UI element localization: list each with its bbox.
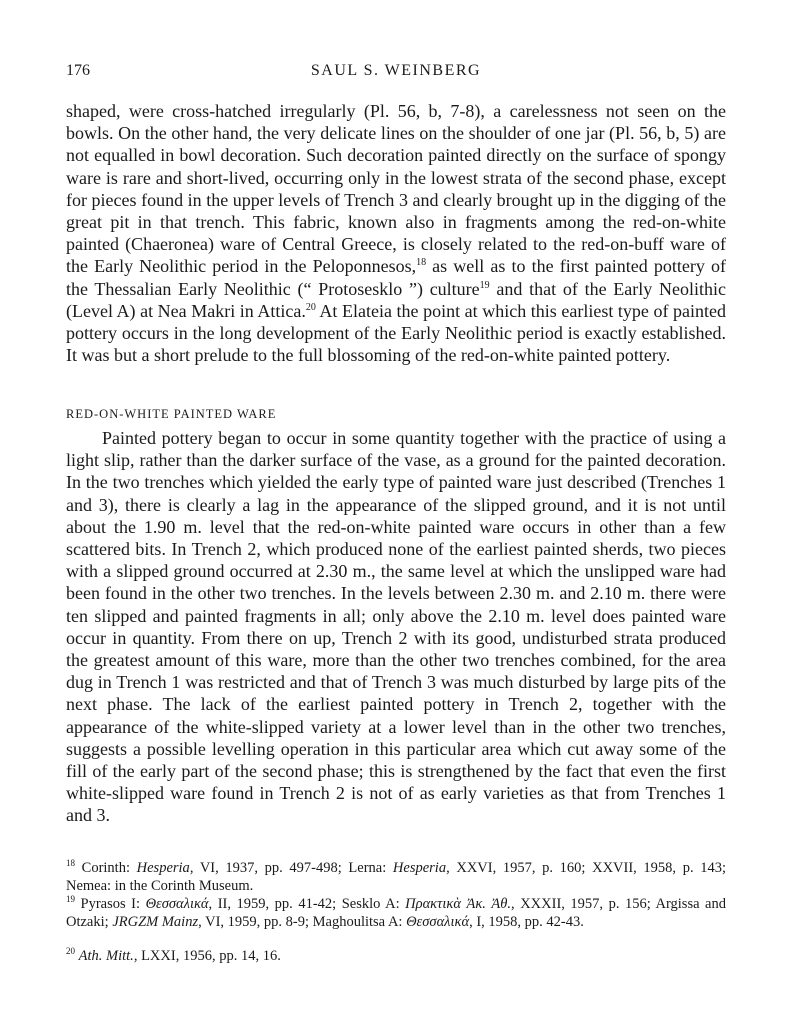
footnote-19-journal-1: Θεσσαλικά [145,896,209,912]
footnote-20 [66,948,726,966]
footnote-18-journal-1: Hesperia [136,860,190,876]
paragraph-1-text-c: and that of the Early Neolithic (Level A) at Nea Makri in Attica. [66,278,726,321]
footnote-ref-20: 20 [305,301,316,313]
paragraph-1-text-d: At Elateia the point at which this earliest type of painted pottery occurs in the long development of the Early Neolithic period is exactly established. It was but a short prelude to the full blossoming of the red-on-white painted pottery. [66,300,726,366]
page-header [66,62,726,84]
section-title: RED-ON-WHITE PAINTED WARE [66,407,277,421]
footnote-18-text-2: , VI, 1937, pp. 497-498; Lerna: [189,860,393,876]
footnote-18-number: 18 [66,858,75,869]
footnote-19-text-3: , XXXII, 1957, p. 156; Argissa and Otzaki; [66,896,726,930]
footnote-19-number: 19 [66,894,75,905]
footnote-19-text-2: , II, 1959, pp. 41-42; Sesklo A: [208,896,406,912]
paragraph-1-text-a: shaped, were cross-hatched irregularly (Pl. 56, b, 7-8), a carelessness not seen on the bowls. On the other hand, the very delicate lines on the shoulder of one jar (Pl. 56, b, 5) are not equalled in bowl decoration. Such decoration painted directly on the surface of spongy ware is rare and short-lived, occurring only in the lowest strata of the second phase, except for pieces found in the upper levels of Trench 3 and clearly brought up in the digging of the great pit in that trench. This fabric, known also in fragments among the red-on-white painted (Chaeronea) ware of Central Greece, is closely related to the red-on-buff ware of the Early Neolithic period in the Peloponnesos, [66,101,726,277]
footnote-20-journal-1: Ath. Mitt. [78,948,134,964]
footnote-19-journal-4: Θεσσαλικά [406,913,470,930]
running-head: SAUL S. WEINBERG [310,62,482,79]
footnote-19-text-5: , I, 1958, pp. 42-43. [469,913,584,930]
footnote-19-journal-2: Πρακτικὰ Ἀκ. Ἀθ. [405,896,512,912]
footnote-19 [66,896,726,931]
footnote-19-journal-3: JRGZM Mainz [112,913,199,930]
footnote-19-text-1: Pyrasos I: [80,896,146,912]
paragraph-2: Painted pottery began to occur in some quantity together with the practice of using a light slip, rather than the darker surface of the vase, as a ground for the painted decoration. In the two trenches which yielded the early type of painted ware just described (Trenches 1 and 3), there is clearly a lag in the appearance of the slipped ground, and it is not until about the 1.90 m. level that the red-on-white painted ware occurs in other than a few scattered bits. In Trench 2, which produced none of the earliest painted sherds, two pieces with a slipped ground occurred at 2.30 m., the same level at which the unslipped ware had been found in the other two trenches. In the levels between 2.30 m. and 2.10 m. there were ten slipped and painted fragments in all; only above the 2.10 m. level does painted ware occur in quantity. From there on up, Trench 2 with its good, undisturbed strata produced the greatest amount of this ware, more than the other two trenches combined, for the area dug in Trench 1 was restricted and that of Trench 3 was much disturbed by large pits of the next phase. The lack of the earliest painted pottery in Trench 2, together with the appearance of the white-slipped variety at a lower level than in the other two trenches, suggests a possible levelling operation in this particular area which cut away some of the fill of the early part of the second phase; this is strengthened by the fact that even the first white-slipped ware found in Trench 2 is not of as early varieties as that from Trenches 1 and 3. [66,428,726,826]
paragraph-1 [66,100,726,366]
footnote-20-number: 20 [66,946,75,957]
footnote-18-text-1: Corinth: [81,860,137,876]
footnote-18-text-3: , XXVI, 1957, p. 160; XXVII, 1958, p. 143; Nemea: in the Corinth Museum. [66,860,727,894]
footnote-ref-18: 18 [416,257,427,269]
page-number: 176 [66,62,90,79]
paragraph-1-text-b: as well as to the first painted pottery of the Thessalian Early Neolithic (“ Protosesklo ”) culture [66,256,726,299]
footnote-18-journal-2: Hesperia [392,860,447,876]
footnote-19-text-4: , VI, 1959, pp. 8-9; Maghoulitsa A: [198,913,407,930]
footnote-20-text-1: , LXXI, 1956, pp. 14, 16. [133,948,281,964]
footnote-ref-19: 19 [479,279,490,291]
footnote-18 [66,860,726,895]
